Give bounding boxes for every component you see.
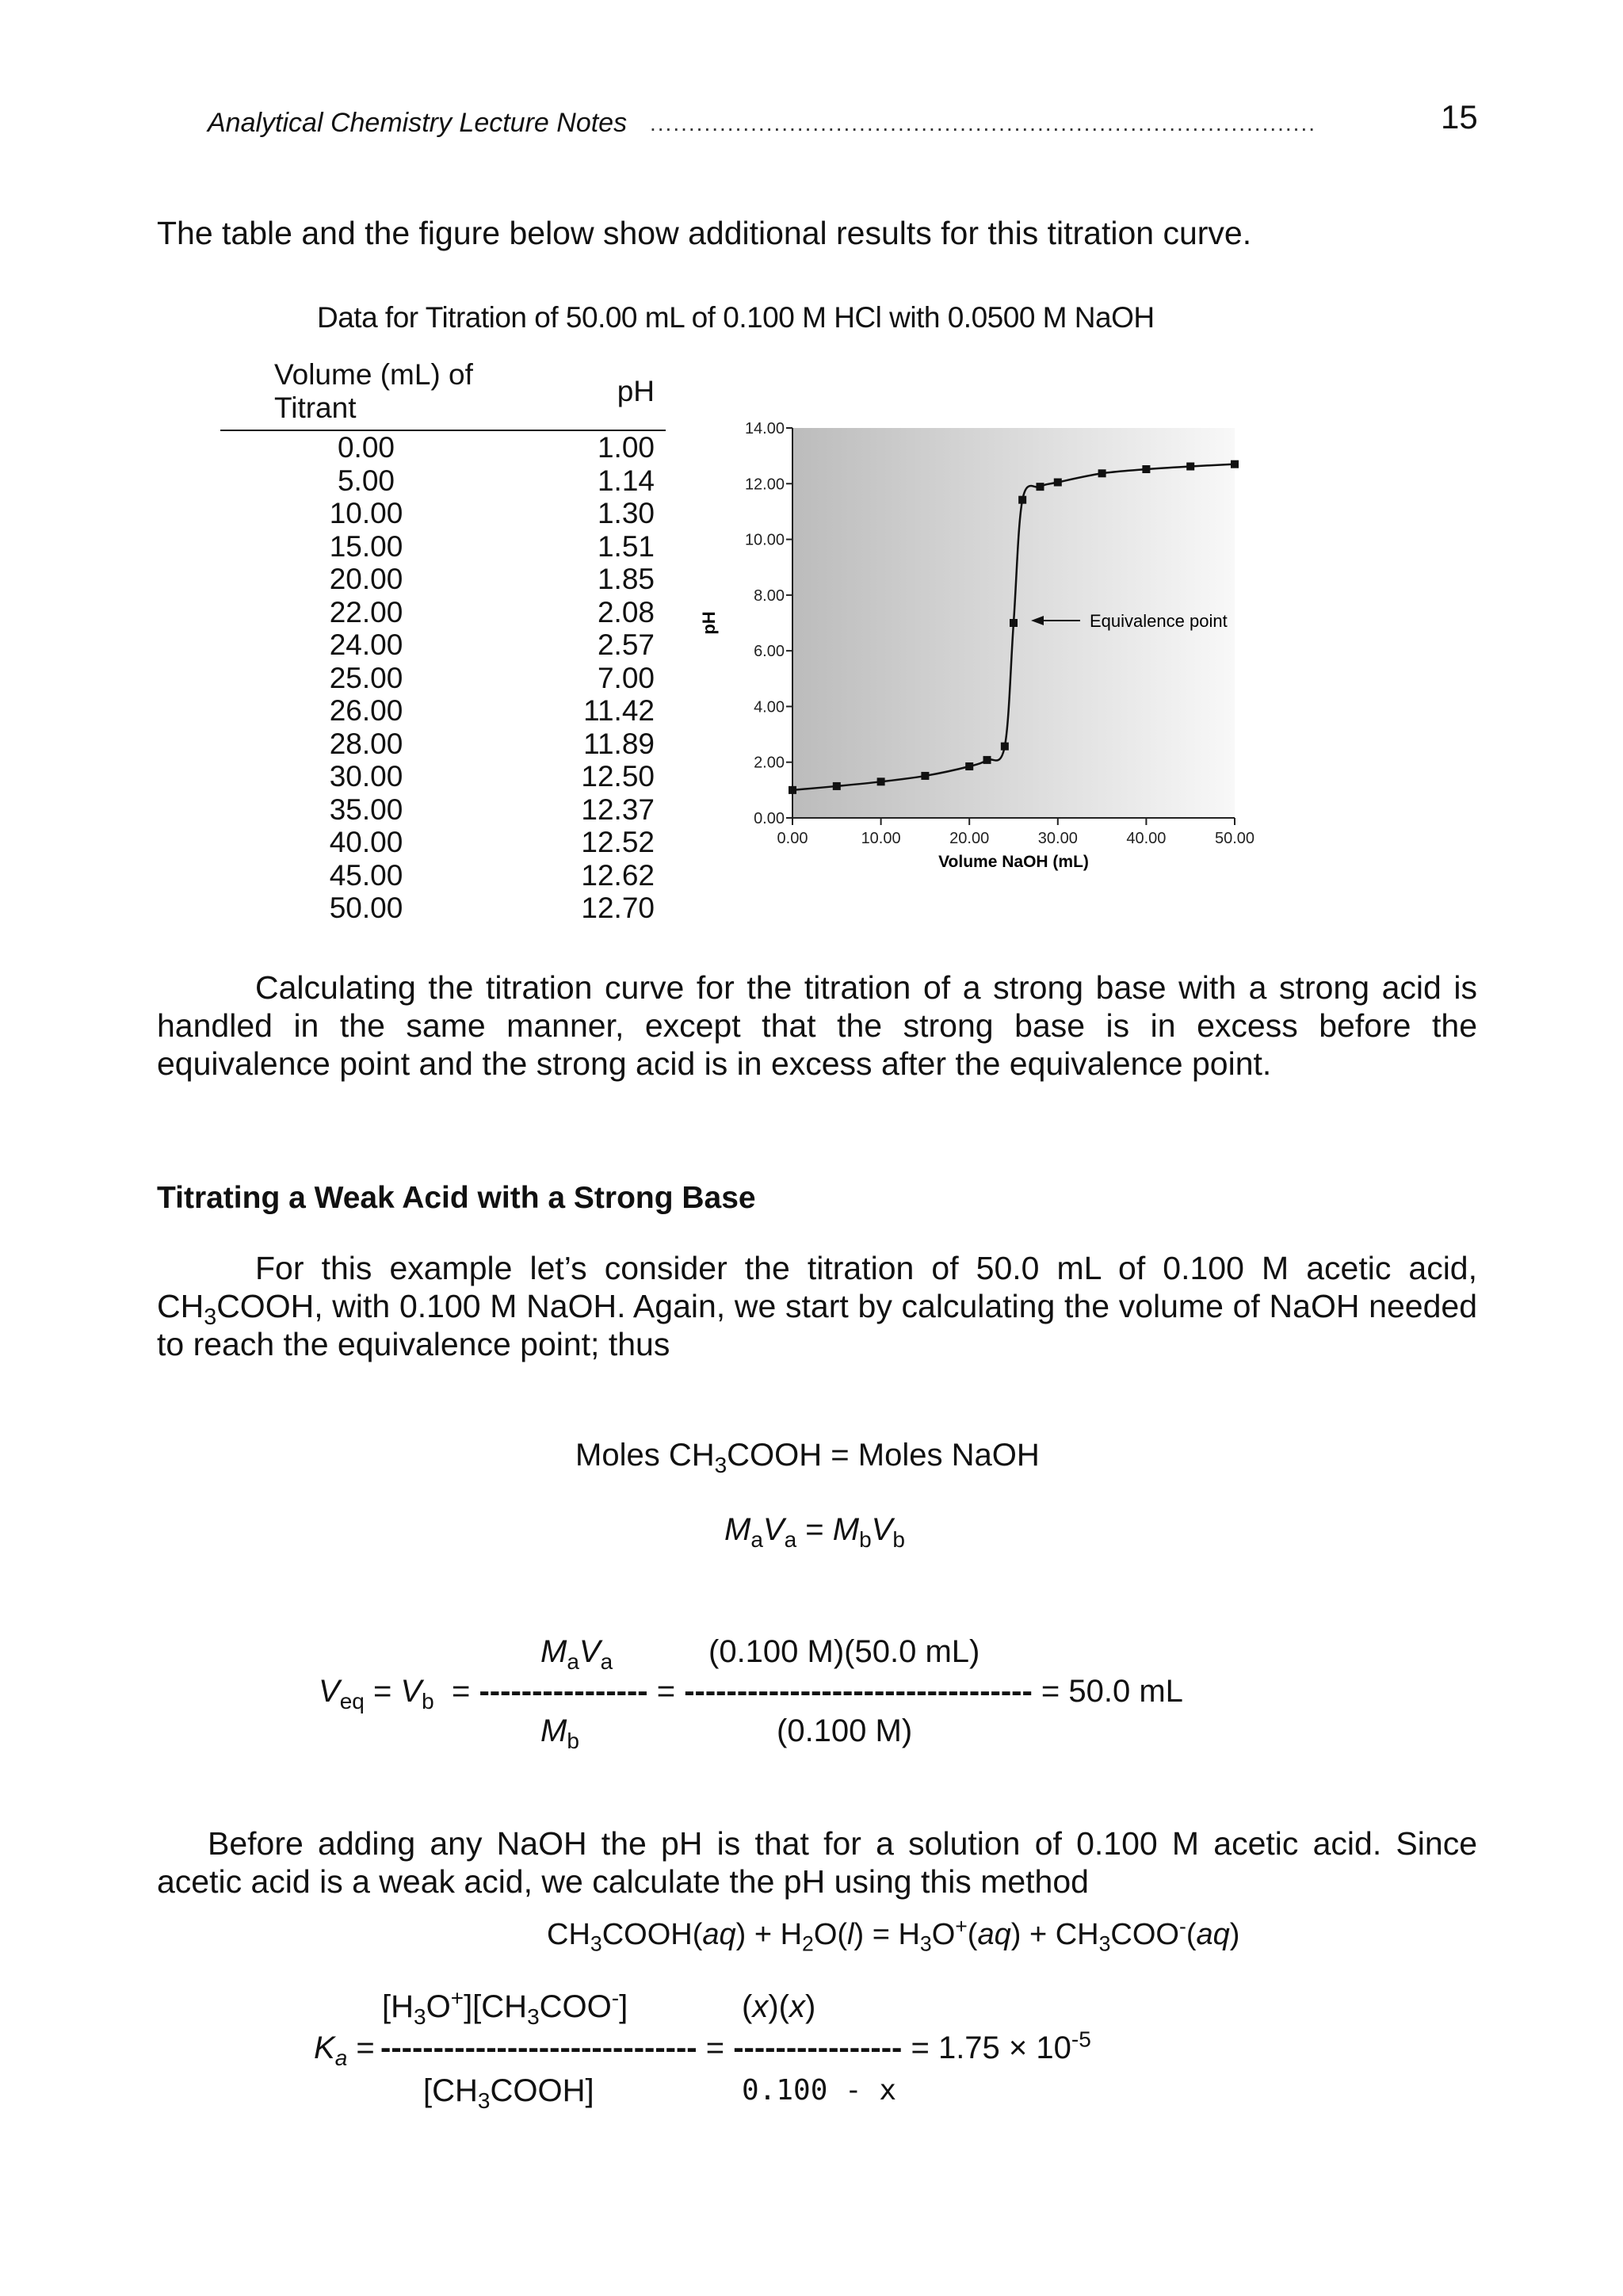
- veq-fraction-bar2: ---------------------------------: [684, 1674, 1033, 1709]
- volume-cell: 50.00: [329, 892, 403, 924]
- volume-cell: 24.00: [329, 628, 403, 661]
- weak-acid-paragraph: [157, 1249, 1477, 1363]
- eq2-sub-b2: b: [892, 1527, 905, 1552]
- col-volume-header: Volume (mL) of Titrant: [220, 358, 512, 430]
- data-point: [789, 786, 796, 794]
- veq-result: = 50.0 mL: [1041, 1674, 1183, 1709]
- ka-fraction-bar2: ----------------: [733, 2030, 903, 2065]
- veq-fraction-bar1: ----------------: [479, 1674, 648, 1709]
- page-number: 15: [1441, 98, 1478, 136]
- ka-d3: 3: [477, 2088, 491, 2113]
- ka-denominator1: [423, 2072, 594, 2113]
- rx-p4: O(: [813, 1918, 848, 1951]
- para2-text-c: COOH, with 0.100 M NaOH. Again, we start by calculating the volume of NaOH needed to reach the equivalence point; thus: [157, 1288, 1477, 1362]
- table-row: [220, 662, 666, 695]
- eq2-sub-b1: b: [859, 1527, 872, 1552]
- rx-sup2: -: [1178, 1914, 1186, 1939]
- ph-cell: 1.85: [597, 563, 655, 595]
- volume-cell: 45.00: [329, 858, 403, 892]
- ph-cell: 12.52: [581, 826, 655, 858]
- eq2-V1: V: [762, 1512, 785, 1547]
- ka-equals1: =: [347, 2030, 375, 2065]
- ka-K: K: [314, 2030, 335, 2065]
- rx-p9: COO: [1110, 1918, 1179, 1951]
- col-ph-header: pH: [512, 358, 666, 430]
- data-point: [877, 777, 885, 785]
- volume-cell: 5.00: [337, 464, 395, 497]
- rx-p6: O: [931, 1918, 956, 1951]
- data-point: [1018, 496, 1026, 504]
- table-row: [220, 859, 666, 892]
- data-point: [1054, 479, 1062, 487]
- ka-n2b: )(: [768, 1989, 789, 2024]
- veq-denominator1: [540, 1712, 579, 1753]
- table-row: [220, 760, 666, 793]
- ph-cell: 7.00: [597, 661, 655, 694]
- rx-p11: ): [1229, 1918, 1240, 1951]
- rx-s4: 3: [1098, 1931, 1111, 1956]
- veq-sub: eq: [339, 1689, 365, 1713]
- ka-numerator1: [382, 1985, 628, 2029]
- para2-text-a: For this example let’s consider the titration of 50.0 mL of 0.100 M acetic acid, CH: [157, 1250, 1477, 1324]
- rx-p3: ) + H: [735, 1918, 803, 1951]
- y-tick-label: 6.00: [754, 643, 785, 661]
- volume-cell: 20.00: [329, 563, 403, 595]
- data-point: [833, 782, 841, 790]
- ka-n2a: (: [742, 1989, 753, 2024]
- x-tick-label: 40.00: [1126, 830, 1167, 847]
- ph-cell: 12.50: [581, 760, 655, 793]
- volume-cell: 40.00: [329, 826, 403, 858]
- veq-den-sub: b: [567, 1729, 579, 1753]
- x-tick-label: 50.00: [1214, 830, 1255, 847]
- ph-cell: 1.51: [597, 529, 655, 563]
- rx-s3: 3: [919, 1931, 932, 1956]
- eq2-M2: M: [832, 1512, 860, 1547]
- volume-cell: 25.00: [329, 661, 403, 694]
- y-tick-label: 14.00: [744, 420, 785, 437]
- table-row: [220, 694, 666, 728]
- rx-l: l: [847, 1918, 854, 1951]
- ka-lhs: [314, 2029, 375, 2070]
- data-point: [921, 772, 929, 780]
- table-row: [220, 563, 666, 596]
- eq2-V2: V: [871, 1512, 893, 1547]
- table-row: [220, 596, 666, 629]
- data-point: [1231, 460, 1239, 468]
- rx-aq3: aq: [1196, 1918, 1230, 1951]
- x-tick-label: 20.00: [949, 830, 990, 847]
- ph-cell: 1.00: [597, 431, 655, 464]
- ka-nb: O: [426, 1989, 451, 2024]
- ph-cell: 11.89: [583, 727, 655, 760]
- ka-exponent: -5: [1071, 2027, 1091, 2052]
- rx-p1: CH: [547, 1918, 590, 1951]
- eq1-sub: 3: [714, 1453, 727, 1477]
- y-tick-label: 12.00: [744, 476, 785, 494]
- ka-fraction-bar1: ------------------------------: [380, 2030, 697, 2065]
- table-row: [220, 464, 666, 498]
- header-dots: ......................................................................................: [650, 111, 1317, 136]
- ka-nminus: -: [611, 1985, 620, 2011]
- ph-cell: 2.08: [597, 595, 655, 628]
- x-tick-label: 0.00: [777, 830, 808, 847]
- ka-d1a: [CH: [423, 2073, 478, 2108]
- intro-paragraph: The table and the figure below show additional results for this titration curve.: [157, 215, 1252, 251]
- veq-denominator2: (0.100 M): [777, 1713, 913, 1748]
- ka-n2c: ): [804, 1989, 816, 2024]
- veq-V: V: [319, 1674, 340, 1709]
- eq2-M1: M: [724, 1512, 751, 1547]
- table-row: [220, 793, 666, 827]
- mv-equation: [724, 1511, 905, 1552]
- rx-p2: COOH(: [601, 1918, 703, 1951]
- moles-equation: [575, 1436, 1040, 1477]
- titration-chart: [697, 408, 1268, 892]
- y-tick-label: 8.00: [754, 586, 785, 605]
- x-axis-label: Volume NaOH (mL): [938, 853, 1089, 871]
- para2-sub: 3: [204, 1305, 217, 1331]
- volume-cell: 28.00: [329, 727, 403, 760]
- veq-num-V: V: [579, 1634, 601, 1669]
- rx-p5: ) = H: [854, 1918, 920, 1951]
- ka-nd: COO: [539, 1989, 612, 2024]
- data-point: [1186, 462, 1194, 470]
- veq-equals2: =: [452, 1674, 471, 1709]
- veq-numerator2: (0.100 M)(50.0 mL): [708, 1634, 980, 1669]
- table-title: Data for Titration of 50.00 mL of 0.100 M HCl with 0.0500 M NaOH: [317, 301, 1155, 334]
- ka-n3b: 3: [527, 2004, 540, 2029]
- volume-cell: 30.00: [329, 760, 403, 793]
- y-tick-label: 0.00: [754, 810, 785, 827]
- table-row: [220, 628, 666, 662]
- veq-num-sub1: a: [567, 1649, 579, 1674]
- ka-nc: ][CH: [464, 1989, 528, 2024]
- veq-equals1: =: [364, 1674, 401, 1709]
- rx-s1: 3: [590, 1931, 602, 1956]
- dissociation-reaction: [547, 1914, 1240, 1956]
- ka-result: = 1.75 × 10: [911, 2030, 1071, 2065]
- table-row: [220, 728, 666, 761]
- ph-cell: 12.62: [581, 858, 655, 892]
- data-point: [1098, 469, 1106, 477]
- veq-line2: [452, 1672, 1183, 1710]
- veq-num-sub2: a: [600, 1649, 613, 1674]
- ka-x2: x: [789, 1989, 805, 2024]
- section-heading: Titrating a Weak Acid with a Strong Base: [157, 1181, 756, 1215]
- rx-sup1: +: [955, 1914, 968, 1939]
- ka-nplus: +: [450, 1985, 464, 2011]
- ph-cell: 11.42: [583, 694, 655, 727]
- rx-s2: 2: [802, 1931, 814, 1956]
- eq1-c: COOH = Moles NaOH: [727, 1438, 1040, 1473]
- volume-cell: 0.00: [337, 431, 395, 464]
- eq1-a: Moles CH: [575, 1438, 715, 1473]
- data-point: [1036, 483, 1044, 491]
- ph-cell: 1.30: [597, 497, 655, 529]
- ph-cell: 12.70: [581, 892, 655, 924]
- veq-main-line: [319, 1672, 434, 1713]
- y-tick-label: 4.00: [754, 698, 785, 716]
- veq-numerator1: [540, 1633, 613, 1674]
- eq2-sub-a1: a: [750, 1527, 763, 1552]
- ph-cell: 2.57: [597, 628, 655, 661]
- ka-n3: 3: [414, 2004, 426, 2029]
- veq-equals3: =: [656, 1674, 676, 1709]
- table-row: [220, 530, 666, 563]
- ka-ne: ]: [619, 1989, 628, 2024]
- titration-table: [220, 358, 666, 925]
- strong-base-paragraph: Calculating the titration curve for the titration of a strong base with a strong acid is handled in the same manner, except that the strong base is in excess before the equivalence point and the strong acid is in excess after the equivalence point.: [157, 969, 1477, 1082]
- ka-bar-line: [380, 2029, 1091, 2067]
- x-tick-label: 10.00: [861, 830, 901, 847]
- rx-aq2: aq: [977, 1918, 1011, 1951]
- ph-cell: 1.14: [597, 464, 655, 497]
- data-point: [1142, 465, 1150, 473]
- ph-cell: 12.37: [581, 793, 655, 826]
- veq-num-M: M: [540, 1634, 567, 1669]
- rx-p10: (: [1186, 1918, 1197, 1951]
- volume-cell: 35.00: [329, 793, 403, 826]
- rx-p7: (: [967, 1918, 978, 1951]
- data-point: [1001, 743, 1009, 751]
- volume-cell: 22.00: [329, 595, 403, 628]
- y-axis-label: pH: [699, 611, 719, 635]
- table-body: [220, 430, 666, 925]
- before-naoh-paragraph: Before adding any NaOH the pH is that for a solution of 0.100 M acetic acid. Since acetic acid is a weak acid, we calculate the pH using this method: [157, 1825, 1477, 1900]
- y-tick-label: 10.00: [744, 531, 785, 549]
- ka-equals2: =: [705, 2030, 725, 2065]
- table-row: [220, 892, 666, 925]
- ka-d1b: COOH]: [490, 2073, 594, 2108]
- data-point: [965, 762, 973, 770]
- ka-na: [H: [382, 1989, 414, 2024]
- veq-Vb: V: [400, 1674, 422, 1709]
- table-row: [220, 497, 666, 530]
- veq-den-M: M: [540, 1713, 567, 1748]
- ka-x1: x: [752, 1989, 769, 2024]
- data-point: [983, 756, 991, 764]
- data-point: [1010, 619, 1018, 627]
- eq2-equals: =: [796, 1512, 833, 1547]
- table-row: [220, 430, 666, 464]
- table-row: [220, 826, 666, 859]
- equivalence-label: Equivalence point: [1090, 611, 1228, 631]
- volume-cell: 26.00: [329, 694, 403, 727]
- ka-denominator2: 0.100 - x: [742, 2074, 897, 2107]
- header-title: Analytical Chemistry Lecture Notes: [208, 108, 628, 138]
- eq2-sub-a2: a: [784, 1527, 797, 1552]
- volume-cell: 10.00: [329, 497, 403, 529]
- veq-Vb-sub: b: [422, 1689, 434, 1713]
- y-tick-label: 2.00: [754, 754, 785, 772]
- rx-aq1: aq: [702, 1918, 736, 1951]
- ka-sub-a: a: [334, 2046, 348, 2070]
- x-tick-label: 30.00: [1037, 830, 1078, 847]
- rx-p8: ) + CH: [1010, 1918, 1099, 1951]
- ka-numerator2: [742, 1988, 815, 2026]
- volume-cell: 15.00: [329, 529, 403, 563]
